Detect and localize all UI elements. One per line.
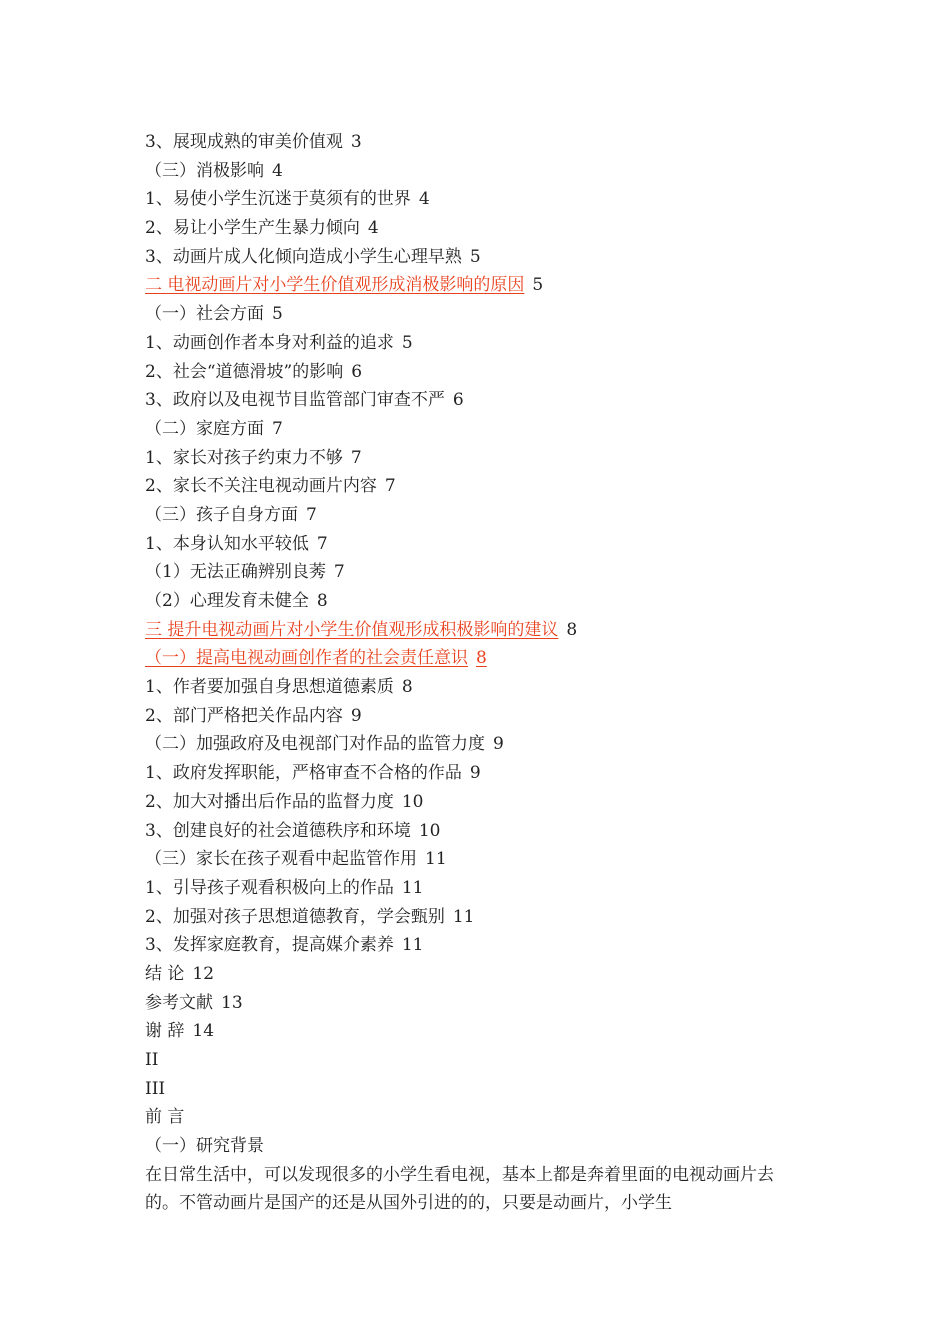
toc-entry-page: 7 — [316, 533, 328, 554]
toc-entry-page: 4 — [272, 160, 283, 181]
toc-entry — [145, 329, 815, 358]
toc-entry-page: 8 — [566, 619, 578, 640]
toc-entry-page: 11 — [425, 849, 447, 870]
toc-entry — [145, 415, 815, 444]
toc-entry — [145, 501, 815, 530]
toc-entry — [145, 444, 815, 473]
toc-entry-text: （三）孩子自身方面 — [145, 504, 298, 525]
toc-entry — [145, 128, 815, 157]
toc-entry — [145, 702, 815, 731]
toc-entry-page: 8 — [476, 648, 487, 669]
toc-entry-text: （1）无法正确辨别良莠 — [145, 562, 326, 583]
toc-entry-text: 1、引导孩子观看积极向上的作品 — [145, 877, 394, 898]
toc-entry[interactable] — [145, 644, 815, 673]
toc-entry-page: 9 — [469, 763, 481, 784]
toc-entry-page: 5 — [401, 332, 413, 353]
toc-entry-text: （一）提高电视动画创作者的社会责任意识 — [145, 648, 468, 669]
toc-entry-page: 10 — [401, 791, 424, 812]
toc-entry-text: 二 电视动画片对小学生价值观形成消极影响的原因 — [145, 275, 525, 296]
toc-entry-text: 3、发挥家庭教育，提高媒介素养 — [145, 935, 394, 956]
toc-entry-page: 5 — [272, 304, 283, 325]
toc-entry — [145, 788, 815, 817]
toc-entry-page: 6 — [351, 361, 363, 382]
toc-entry — [145, 214, 815, 243]
toc-entry-text: 1、政府发挥职能，严格审查不合格的作品 — [145, 763, 462, 784]
toc-entry-page: 4 — [367, 218, 379, 239]
toc-entry-page: 7 — [272, 418, 283, 439]
toc-entry-page: 4 — [418, 189, 430, 210]
toc-entry — [145, 730, 815, 759]
roman-page-number-2: II — [145, 1050, 159, 1070]
toc-entry — [145, 386, 815, 415]
toc-entry-text: 参考文献 — [145, 992, 213, 1013]
toc-entry-page: 7 — [333, 562, 345, 583]
toc-entry-text: 1、作者要加强自身思想道德素质 — [145, 677, 394, 698]
toc-entry-page: 8 — [401, 677, 413, 698]
toc-entry-text: （2）心理发育未健全 — [145, 591, 309, 611]
toc-entry-page: 6 — [452, 390, 464, 411]
table-of-contents — [145, 128, 815, 1218]
toc-entry-text: （二）加强政府及电视部门对作品的监管力度 — [145, 734, 485, 755]
toc-entry-text: 1、家长对孩子约束力不够 — [145, 447, 343, 468]
toc-entry-page: 10 — [418, 820, 441, 841]
toc-entry — [145, 874, 815, 903]
toc-entry-page: 11 — [401, 935, 424, 956]
toc-entry-page: 9 — [493, 734, 504, 755]
toc-entry — [145, 157, 815, 186]
toc-entry — [145, 759, 815, 788]
toc-entry[interactable] — [145, 271, 815, 300]
toc-entry — [145, 472, 815, 501]
toc-entry-text: 2、易让小学生产生暴力倾向 — [145, 218, 360, 239]
toc-entry-page: 13 — [221, 992, 243, 1013]
toc-entry-page: 8 — [316, 591, 328, 611]
toc-entry — [145, 1017, 815, 1046]
toc-entry — [145, 903, 815, 932]
toc-entry-text: 3、动画片成人化倾向造成小学生心理早熟 — [145, 246, 462, 267]
toc-entry-page: 7 — [350, 447, 362, 468]
toc-entry-text: （三）家长在孩子观看中起监管作用 — [145, 849, 417, 870]
toc-entry-page: 12 — [192, 963, 215, 984]
toc-entry[interactable] — [145, 616, 815, 645]
toc-entry-page: 11 — [452, 906, 475, 927]
toc-entry-text: 三 提升电视动画片对小学生价值观形成积极影响的建议 — [145, 619, 559, 640]
toc-entry — [145, 845, 815, 874]
toc-entry — [145, 300, 815, 329]
preface-title: 前 言 — [145, 1107, 185, 1128]
toc-entry-text: 1、易使小学生沉迷于莫须有的世界 — [145, 189, 411, 210]
toc-lines — [145, 128, 815, 1046]
toc-entry-text: 3、创建良好的社会道德秩序和环境 — [145, 820, 411, 841]
toc-entry-text: 1、本身认知水平较低 — [145, 533, 309, 554]
toc-entry-text: （二）家庭方面 — [145, 418, 264, 439]
section-title-background: （一）研究背景 — [145, 1136, 264, 1157]
toc-entry — [145, 185, 815, 214]
toc-entry — [145, 673, 815, 702]
toc-entry-page: 7 — [306, 504, 317, 525]
toc-entry-text: （三）消极影响 — [145, 160, 264, 181]
toc-entry-text: 3、政府以及电视节目监管部门审查不严 — [145, 390, 445, 411]
toc-entry-page: 14 — [192, 1021, 215, 1042]
toc-entry-page: 5 — [469, 246, 481, 267]
toc-entry — [145, 989, 815, 1018]
toc-entry-text: 2、部门严格把关作品内容 — [145, 705, 343, 726]
body-paragraph: 在日常生活中，可以发现很多的小学生看电视，基本上都是奔着里面的电视动画片去的。不管动画片是国产的还是从国外引进的的，只要是动画片，小学生 — [145, 1164, 774, 1214]
toc-entry-page: 11 — [401, 877, 424, 898]
roman-page-number-3: III — [145, 1078, 166, 1099]
toc-entry-text: 2、家长不关注电视动画片内容 — [145, 476, 377, 497]
toc-entry-text: 谢 辞 — [145, 1021, 185, 1042]
toc-entry-text: 1、动画创作者本身对利益的追求 — [145, 332, 394, 353]
toc-entry — [145, 558, 815, 587]
toc-entry — [145, 243, 815, 272]
toc-entry-page: 9 — [350, 705, 362, 726]
toc-entry — [145, 530, 815, 559]
toc-entry — [145, 960, 815, 989]
toc-entry-text: （一）社会方面 — [145, 304, 264, 325]
toc-entry-page: 5 — [532, 275, 544, 296]
toc-entry — [145, 587, 815, 616]
toc-entry-text: 结 论 — [145, 963, 185, 984]
toc-entry-page: 3 — [350, 132, 362, 152]
toc-entry-page: 7 — [384, 476, 396, 497]
toc-entry-text: 3、展现成熟的审美价值观 — [145, 132, 343, 152]
toc-entry-text: 2、加大对播出后作品的监督力度 — [145, 791, 394, 812]
toc-entry — [145, 358, 815, 387]
toc-entry — [145, 931, 815, 960]
toc-entry-text: 2、社会“道德滑坡”的影响 — [145, 361, 344, 382]
toc-entry — [145, 817, 815, 846]
toc-entry-text: 2、加强对孩子思想道德教育，学会甄别 — [145, 906, 445, 927]
